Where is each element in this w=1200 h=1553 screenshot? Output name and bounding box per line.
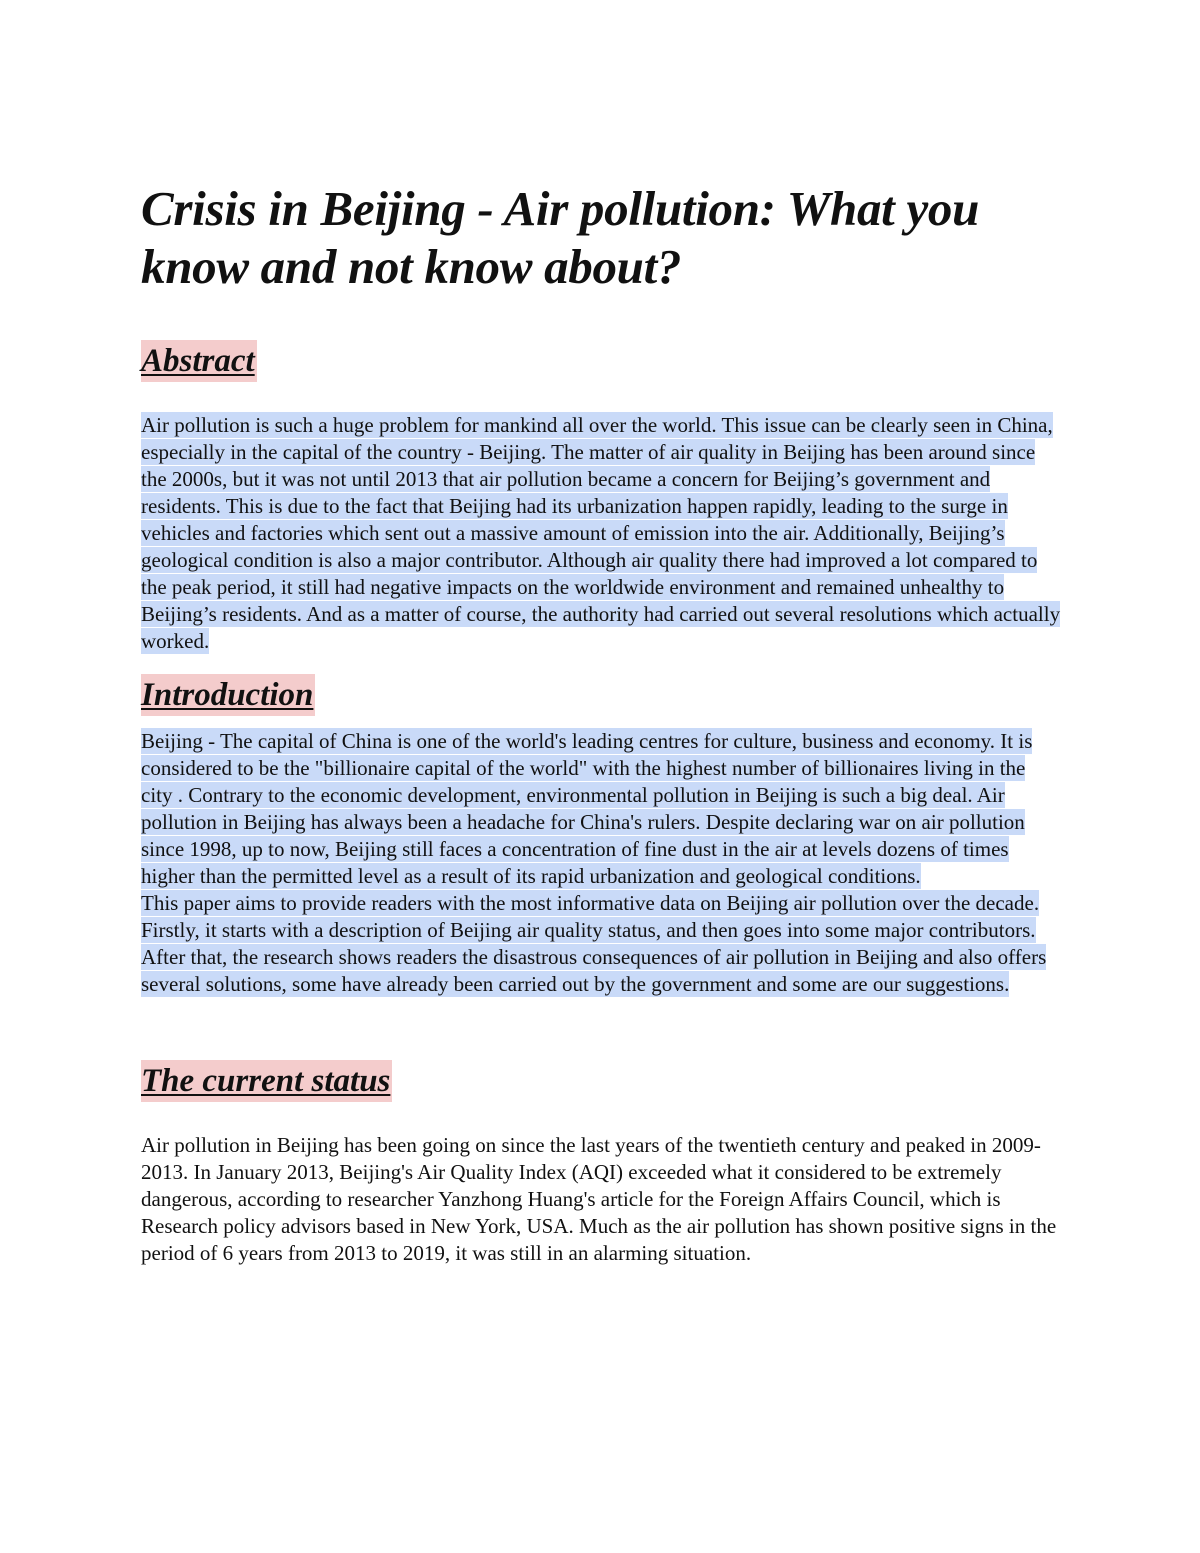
document-title: Crisis in Beijing - Air pollution: What you know and not know about? bbox=[141, 181, 980, 294]
abstract-text: Air pollution is such a huge problem for mankind all over the world. This issue can be clearly seen in China, especially in the capital of the country - Beijing. The matter of air quality in Beijing has been around since the 2000s, but it was not until 2013 that air pollution became a concern for Beijing’s government and residents. This is due to the fact that Beijing had its urbanization happen rapidly, leading to the surge in vehicles and factories which sent out a massive amount of emission into the air. Additionally, Beijing’s geological condition is also a major contributor. Although air quality there had improved a lot compared to the peak period, it still had negative impacts on the worldwide environment and remained unhealthy to Beijing’s residents. And as a matter of course, the authority had carried out several resolutions which actually worked. bbox=[141, 413, 1061, 653]
introduction-text-2: This paper aims to provide readers with the most informative data on Beijing air pollution over the decade. Firstly, it starts with a description of Beijing air quality status, and then goes into some major contributors. After that, the research shows readers the disastrous consequences of air pollution in Beijing and also offers several solutions, some have already been carried out by the government and some are our suggestions. bbox=[141, 891, 1047, 996]
abstract-paragraph bbox=[141, 412, 1061, 655]
introduction-paragraph-2 bbox=[141, 890, 1061, 998]
introduction-text-1: Beijing - The capital of China is one of the world's leading centres for culture, business and economy. It is considered to be the "billionaire capital of the world" with the highest number of billionaires living in the city . Contrary to the economic development, environmental pollution in Beijing is such a big deal. Air pollution in Beijing has always been a headache for China's rulers. Despite declaring war on air pollution since 1998, up to now, Beijing still faces a concentration of fine dust in the air at levels dozens of times higher than the permitted level as a result of its rapid urbanization and geological conditions. bbox=[141, 729, 1033, 888]
document-page bbox=[141, 180, 1061, 1267]
introduction-heading: Introduction bbox=[141, 674, 315, 716]
abstract-heading: Abstract bbox=[141, 340, 257, 382]
introduction-paragraph-1 bbox=[141, 728, 1061, 890]
current-status-paragraph: Air pollution in Beijing has been going on since the last years of the twentieth century and peaked in 2009-2013. In January 2013, Beijing's Air Quality Index (AQI) exceeded what it considered to be extremely dangerous, according to researcher Yanzhong Huang's article for the Foreign Affairs Council, which is Research policy advisors based in New York, USA. Much as the air pollution has shown positive signs in the period of 6 years from 2013 to 2019, it was still in an alarming situation. bbox=[141, 1133, 1057, 1265]
current-status-heading: The current status bbox=[141, 1060, 392, 1102]
